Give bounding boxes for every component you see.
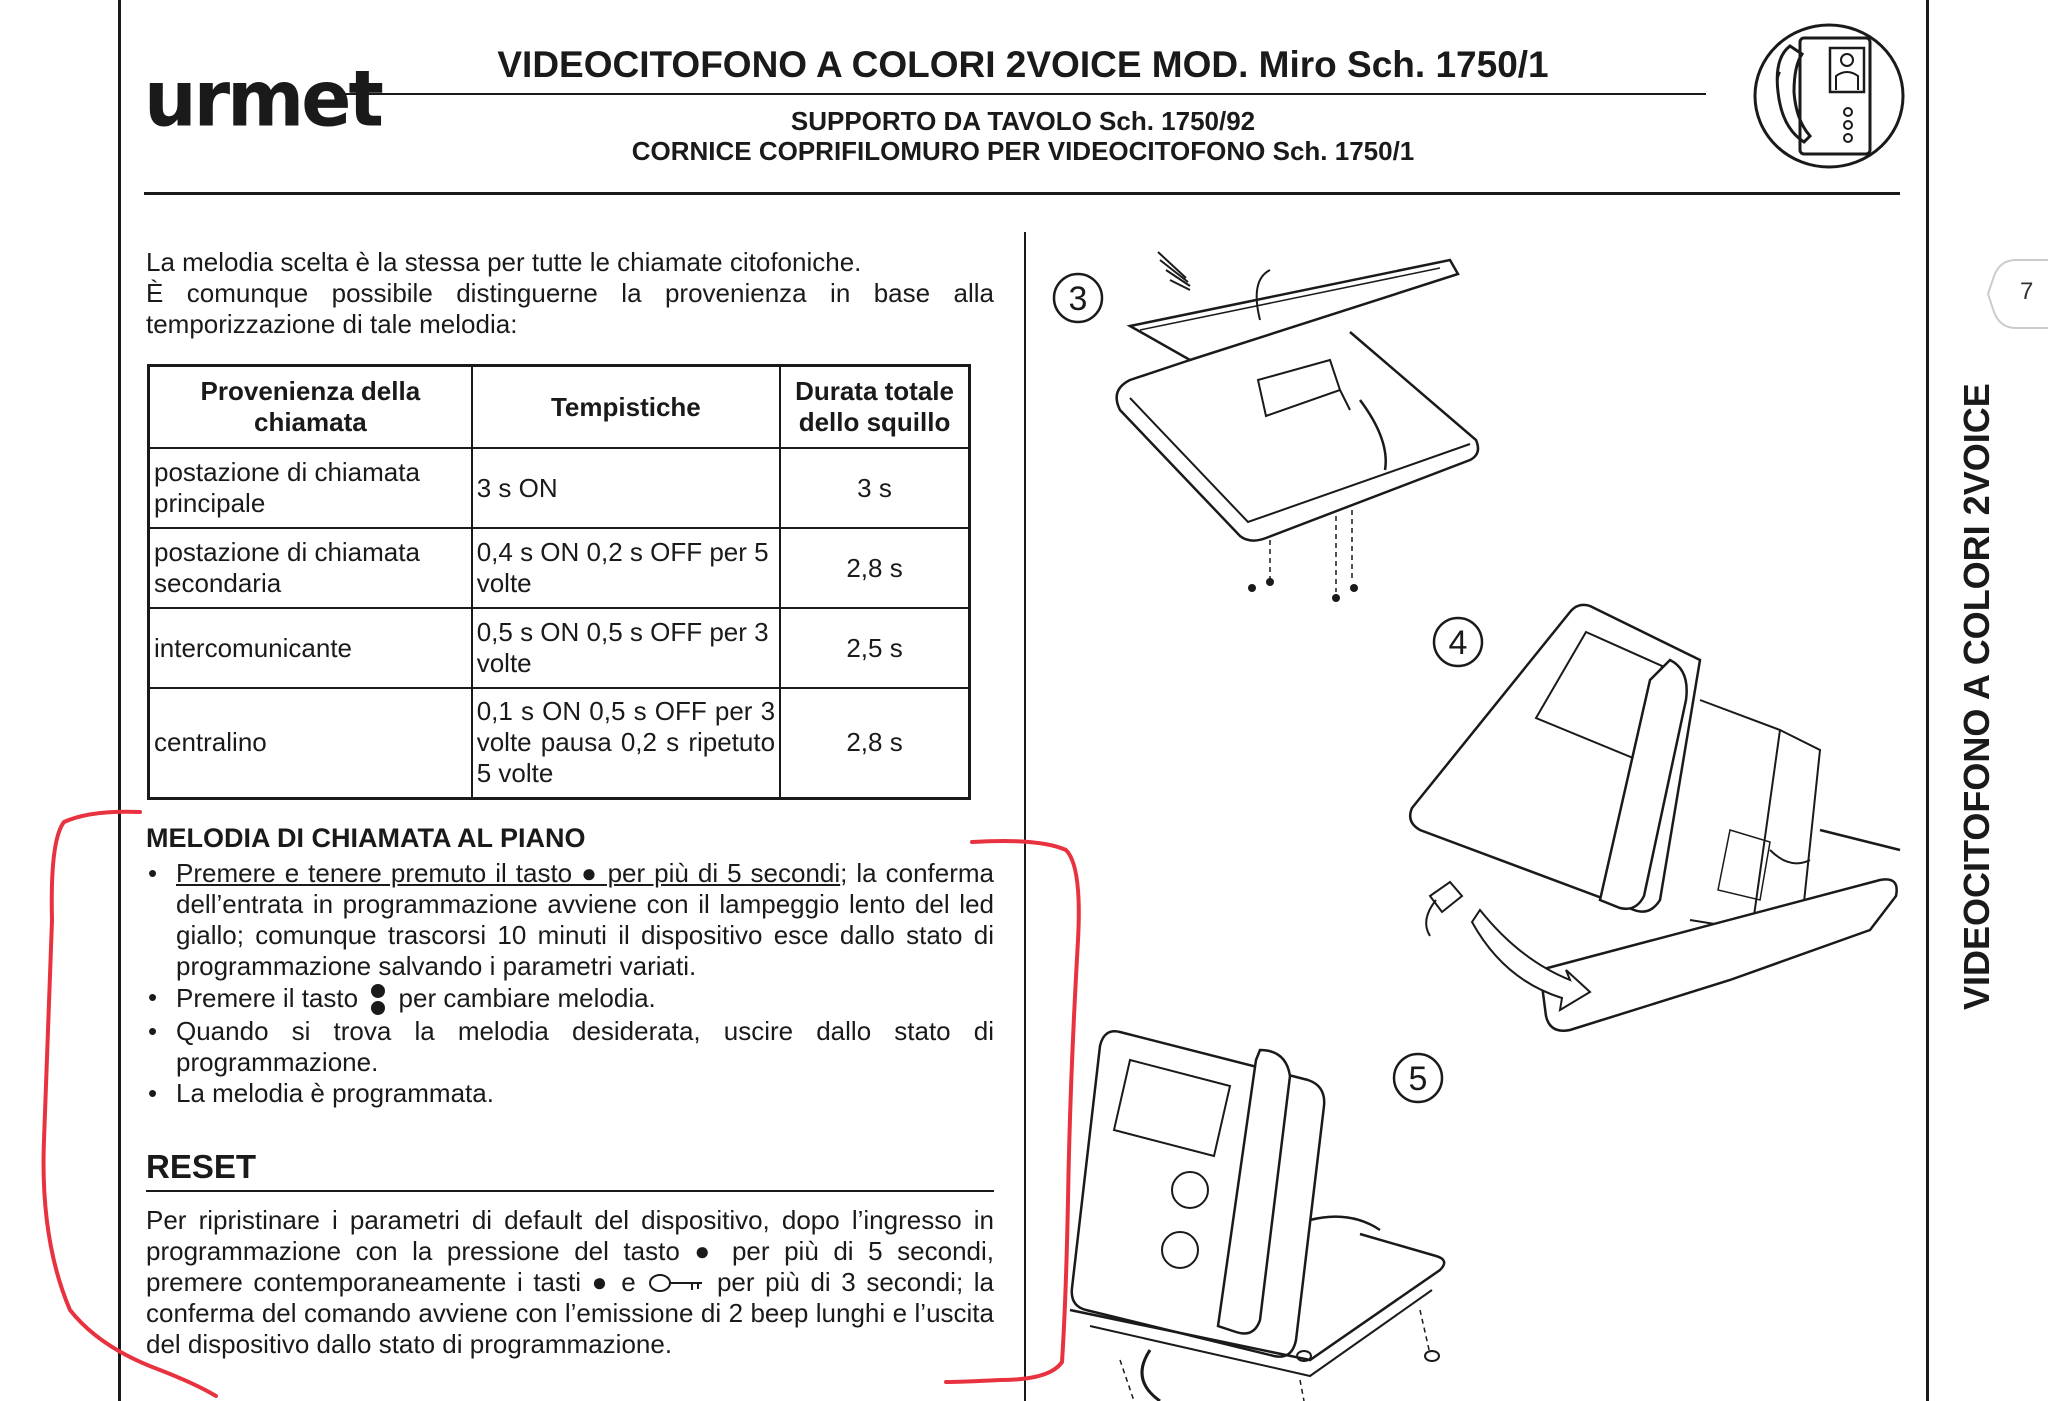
melodia-section-title: MELODIA DI CHIAMATA AL PIANO bbox=[146, 823, 586, 853]
table-header-duration: Durata totale dello squillo bbox=[780, 366, 969, 449]
brand-logo: urmet bbox=[144, 54, 381, 145]
list-item: • La melodia è programmata. bbox=[146, 1078, 994, 1109]
intro-line-1: La melodia scelta è la stessa per tutte le chiamate citofoniche. bbox=[146, 247, 862, 277]
side-title: VIDEOCITOFONO A COLORI 2VOICE bbox=[1956, 383, 1997, 1010]
table-cell-timing: 0,4 s ON 0,2 s OFF per 5 volte bbox=[472, 528, 780, 608]
list-item: • Quando si trova la melodia desiderata, uscire dallo stato di programmazione. bbox=[146, 1016, 994, 1078]
table-cell-origin: postazione di chiamata secondaria bbox=[149, 528, 472, 608]
table-cell-origin: intercomunicante bbox=[149, 608, 472, 688]
document-subtitle-2: CORNICE COPRIFILOMURO PER VIDEOCITOFONO Sch. 1750/1 bbox=[631, 136, 1415, 166]
table-cell-duration: 2,8 s bbox=[780, 688, 969, 798]
figure-4-label: 4 bbox=[1448, 624, 1468, 662]
document-subtitle-1: SUPPORTO DA TAVOLO Sch. 1750/92 bbox=[790, 106, 1256, 136]
figure-5-label: 5 bbox=[1408, 1060, 1428, 1098]
table-cell-duration: 2,8 s bbox=[780, 528, 969, 608]
list-item-text: Premere il tasto bbox=[176, 983, 359, 1013]
table-cell-timing: 3 s ON bbox=[472, 448, 780, 528]
hold-button-instruction: Premere e tenere premuto il tasto ● per più di 5 secondi bbox=[176, 858, 841, 888]
reset-section-title: RESET bbox=[146, 1148, 257, 1185]
intro-line-2: È comunque possibile distinguerne la provenienza in base alla temporizzazione di tale melodia: bbox=[146, 278, 994, 339]
document-title: VIDEOCITOFONO A COLORI 2VOICE MOD. Miro Sch. 1750/1 bbox=[497, 44, 1549, 85]
table-header-timing: Tempistiche bbox=[472, 366, 780, 449]
table-cell-origin: centralino bbox=[149, 688, 472, 798]
page-number: 7 bbox=[2020, 278, 2034, 305]
figure-3-label: 3 bbox=[1068, 280, 1088, 318]
table-cell-timing: 0,1 s ON 0,5 s OFF per 3 volte pausa 0,2 s ripetuto 5 volte bbox=[472, 688, 780, 798]
reset-text-part-a: Per ripristinare i parametri di default del dispositivo, dopo l’ingresso in programmazione con la pressione del tasto ● per più di 5 secondi, premere contemporaneamente i tasti ● e bbox=[146, 1205, 994, 1297]
table-cell-duration: 3 s bbox=[780, 448, 969, 528]
table-cell-origin: postazione di chiamata principale bbox=[149, 448, 472, 528]
table-cell-timing: 0,5 s ON 0,5 s OFF per 3 volte bbox=[472, 608, 780, 688]
reset-text-part-b: per più di 3 secondi; la conferma del comando avviene con l’emissione di 2 beep lunghi e l’uscita del dispositivo dallo stato di programmazione. bbox=[146, 1267, 995, 1359]
list-item-text: ; la conferma dell’entrata in programmazione avviene con il lampeggio lento del led giallo; comunque trascorsi 10 minuti il dispositivo esce dallo stato di programmazione salvando i parametri variati. bbox=[176, 858, 994, 981]
list-item-text: per cambiare melodia. bbox=[398, 983, 656, 1013]
table-cell-duration: 2,5 s bbox=[780, 608, 969, 688]
table-header-origin: Provenienza della chiamata bbox=[149, 366, 472, 449]
